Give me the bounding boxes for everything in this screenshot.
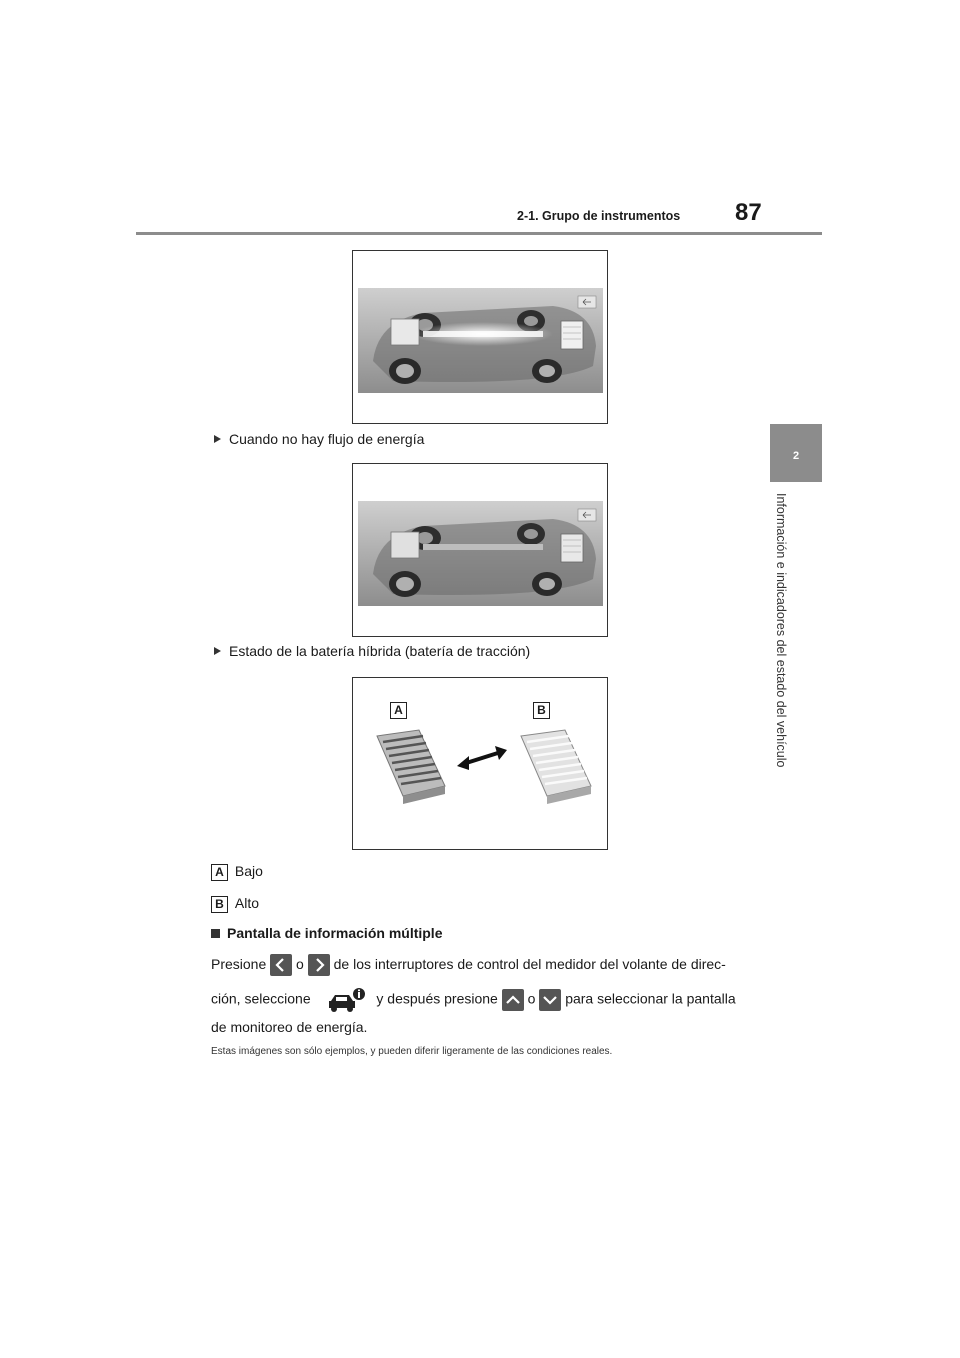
left-button-icon <box>270 954 292 976</box>
disclaimer-note: Estas imágenes son sólo ejemplos, y pueden diferir ligeramente de las condiciones reales. <box>211 1046 613 1057</box>
legend-item-a <box>211 861 263 881</box>
figure-energy-flow <box>352 250 608 424</box>
legend-text-b: Alto <box>234 895 260 911</box>
caption-battery-state-text: Estado de la batería híbrida (batería de tracción) <box>229 643 531 659</box>
chapter-title-vertical <box>757 493 797 798</box>
figure-battery-levels <box>352 677 608 850</box>
battery-low-icon <box>377 730 445 804</box>
figure-no-flow <box>352 463 608 637</box>
text-line1-rest: de los interruptores de control del medidor del volante de direc- <box>333 956 726 972</box>
paragraph-line-3: de monitoreo de energía. <box>211 1019 368 1035</box>
legend-text-a: Bajo <box>234 863 263 879</box>
text-seleccione: ción, seleccione <box>211 990 311 1007</box>
paragraph-line-2 <box>211 987 736 1013</box>
up-button-icon <box>502 989 524 1011</box>
triangle-bullet-icon <box>214 435 221 443</box>
text-o-2: o <box>527 990 536 1007</box>
text-o: o <box>296 956 304 972</box>
no-flow-illustration <box>353 464 607 636</box>
down-button-icon <box>539 989 561 1011</box>
figure-label-a: A <box>390 702 407 719</box>
chapter-tab <box>770 424 822 482</box>
double-arrow-icon <box>457 746 507 770</box>
legend-item-b <box>211 893 259 913</box>
header-divider <box>136 232 822 235</box>
square-bullet-icon <box>211 929 220 938</box>
legend-label-a: A <box>211 864 228 881</box>
paragraph-line-1 <box>211 954 726 976</box>
battery-high-icon <box>521 730 591 804</box>
legend-label-b: B <box>211 896 228 913</box>
text-line2-rest: para seleccionar la pantalla <box>565 990 736 1007</box>
chapter-title: Información e indicadores del estado del vehículo <box>774 493 788 768</box>
right-button-icon <box>308 954 330 976</box>
vehicle-info-icon <box>321 987 367 1013</box>
caption-no-flow <box>214 431 424 447</box>
text-despues: y después presione <box>376 990 498 1007</box>
caption-battery-state <box>214 643 530 659</box>
energy-flow-illustration <box>353 251 607 423</box>
page-number: 87 <box>735 199 762 226</box>
section-title: Pantalla de información múltiple <box>227 925 443 941</box>
triangle-bullet-icon <box>214 647 221 655</box>
section-heading <box>211 923 442 943</box>
battery-levels-illustration <box>353 678 607 849</box>
text-presione: Presione <box>211 956 267 972</box>
figure-label-b: B <box>533 702 550 719</box>
chapter-number: 2 <box>792 450 800 462</box>
caption-no-flow-text: Cuando no hay flujo de energía <box>229 431 425 447</box>
running-header-section: 2-1. Grupo de instrumentos <box>517 209 681 223</box>
